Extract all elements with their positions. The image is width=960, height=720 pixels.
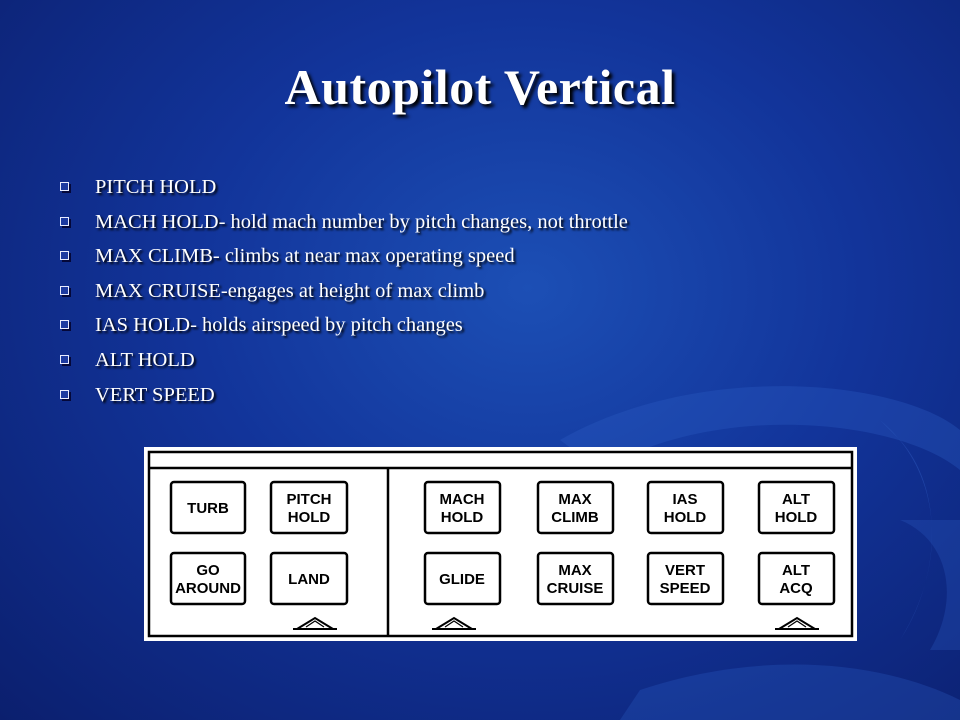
square-bullet-icon (60, 320, 71, 331)
bullet-item (60, 209, 628, 244)
key-label: HOLD (663, 509, 707, 526)
key-label: SPEED (659, 580, 711, 597)
key-label: LAND (288, 571, 330, 588)
key-label: MAX (558, 562, 592, 579)
key-label: ACQ (779, 580, 813, 597)
key-label: PITCH (286, 491, 332, 508)
key-label: ALT (781, 562, 811, 579)
key-alt-hold (759, 482, 834, 533)
bullet-item (60, 174, 628, 209)
key-go-around (171, 553, 245, 604)
key-label: IAS (672, 491, 698, 508)
key-mach-hold (425, 482, 500, 533)
bullet-text: MAX CRUISE-engages at height of max climb (95, 279, 485, 302)
bullet-item (60, 312, 628, 347)
square-bullet-icon (60, 355, 71, 366)
bullet-item (60, 382, 628, 417)
key-vert-speed (648, 553, 723, 604)
bullet-item (60, 243, 628, 278)
key-ias-hold (648, 482, 723, 533)
bullet-text: IAS HOLD- holds airspeed by pitch changes (95, 314, 463, 337)
key-label: ALT (781, 491, 811, 508)
key-label: HOLD (774, 509, 818, 526)
key-label: HOLD (440, 509, 484, 526)
bullet-text: VERT SPEED (95, 383, 215, 406)
key-label: AROUND (175, 580, 241, 597)
bullet-text: ALT HOLD (95, 348, 195, 371)
bullet-item (60, 347, 628, 382)
key-label: GO (196, 562, 220, 579)
square-bullet-icon (60, 217, 71, 228)
square-bullet-icon (60, 390, 71, 401)
key-label: TURB (187, 500, 229, 517)
bullet-item (60, 278, 628, 313)
triangle-indicator-icon (432, 618, 476, 629)
square-bullet-icon (60, 286, 71, 297)
key-label: GLIDE (439, 571, 485, 588)
panel-frame (149, 452, 852, 636)
bullet-list (60, 174, 628, 416)
key-land (271, 553, 347, 604)
key-label: CRUISE (546, 580, 604, 597)
bullet-text: MAX CLIMB- climbs at near max operating speed (95, 245, 515, 268)
key-alt-acq (759, 553, 834, 604)
key-label: MAX (558, 491, 592, 508)
bullet-text: PITCH HOLD (95, 176, 217, 198)
autopilot-panel-drawing (144, 447, 857, 641)
autopilot-panel-diagram (144, 447, 857, 641)
triangle-indicator-icon (293, 618, 337, 629)
slide-title: Autopilot Vertical (284, 59, 676, 115)
key-label: CLIMB (551, 509, 599, 526)
key-label: MACH (439, 491, 485, 508)
key-label: HOLD (287, 509, 331, 526)
bullet-text: MACH HOLD- hold mach number by pitch changes, not throttle (95, 210, 628, 233)
key-turb (171, 482, 245, 533)
key-pitch-hold (271, 482, 347, 533)
key-max-cruise (538, 553, 613, 604)
square-bullet-icon (60, 251, 71, 262)
triangle-indicator-icon (775, 618, 819, 629)
key-max-climb (538, 482, 613, 533)
key-glide (425, 553, 500, 604)
square-bullet-icon (60, 182, 71, 193)
key-label: VERT (664, 562, 706, 579)
